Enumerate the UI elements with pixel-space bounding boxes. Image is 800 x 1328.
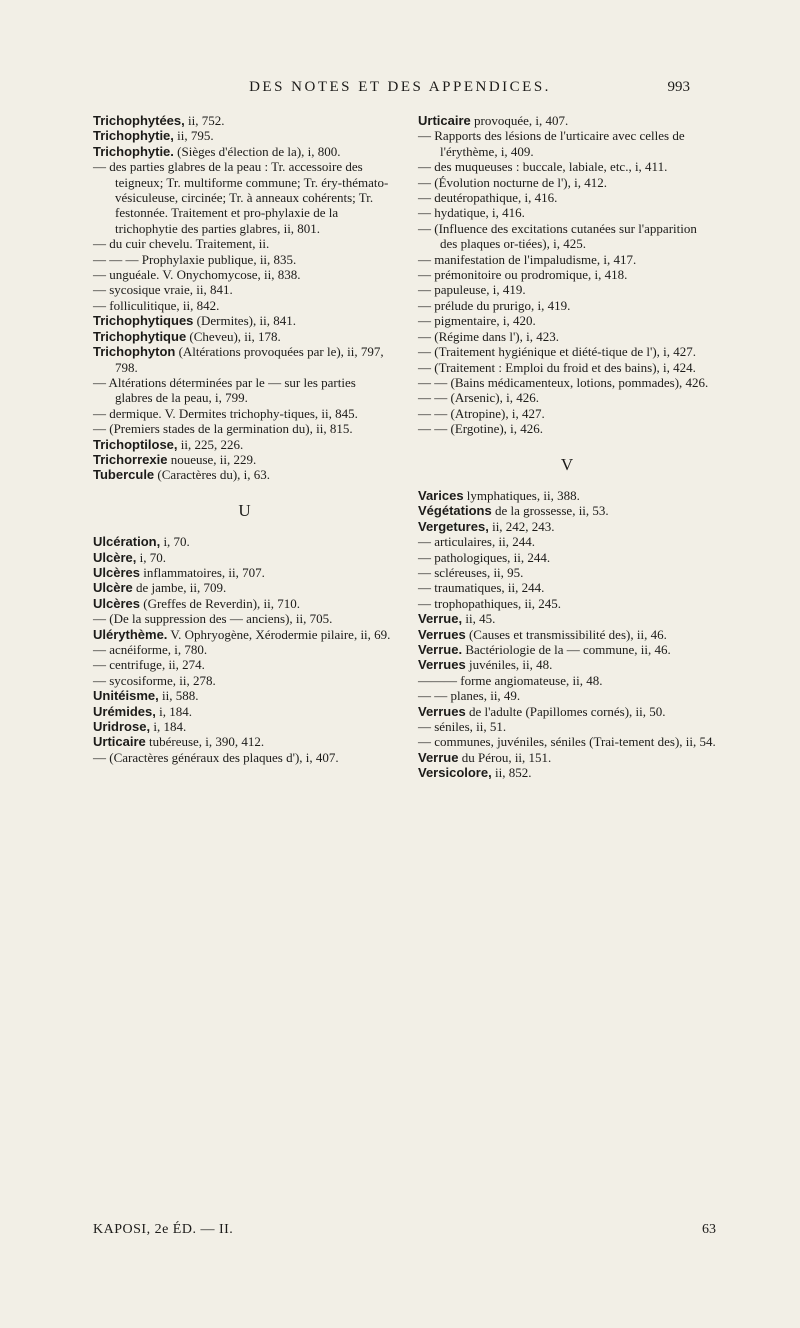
entry-text: — folliculitique, ii, 842. [93,297,220,313]
index-entry [93,688,396,703]
index-entry [418,657,716,672]
entry-headword: Unitéisme, [93,688,159,704]
entry-text: — prémonitoire ou prodromique, i, 418. [418,267,628,283]
entry-text: — prélude du prurigo, i, 419. [418,297,571,313]
index-entry [418,550,716,565]
entry-text: du Pérou, ii, 151. [458,749,552,765]
entry-headword: Verrue [418,749,459,765]
entry-text: V. Ophryogène, Xérodermie pilaire, ii, 69. [167,626,391,642]
entry-text: — deutéropathique, i, 416. [418,190,558,206]
entry-text: — Rapports des lésions de l'urticaire avec celles de l'érythème, i, 409. [418,128,685,159]
entry-text: ii, 588. [158,688,199,704]
entry-headword: Uridrose, [93,719,151,735]
entry-text: — sycosique vraie, ii, 841. [93,282,233,298]
index-entry [93,298,396,313]
entry-text: Bactériologie de la — commune, ii, 46. [462,642,671,657]
entry-headword: Versicolore, [418,765,492,781]
entry-headword: Ulérythème. [93,626,168,642]
running-header [0,79,800,101]
entry-text: i, 184. [155,703,192,719]
index-entry [418,421,716,436]
entry-text: — — (Atropine), i, 427. [418,405,545,421]
index-entry [418,580,716,595]
entry-headword: Trichophytie, [93,128,174,144]
entry-text: — (Traitement hygiénique et diété-tique de l'), i, 427. [418,344,697,360]
entry-text: ii, 795. [173,128,214,144]
entry-text: noueuse, ii, 229. [167,451,257,467]
entry-text: inflammatoires, ii, 707. [139,564,265,580]
index-entry [93,313,396,328]
entry-text: — dermique. V. Dermites trichophy-tiques, ii, 845. [93,405,358,421]
entry-text: tubéreuse, i, 390, 412. [145,734,265,750]
index-entry [418,252,716,267]
entry-headword: Trichophytées, [93,113,185,128]
index-entry [418,175,716,190]
entry-headword: Ulcères [93,564,140,580]
entry-headword: Verrue. [418,642,463,657]
index-entry [93,580,396,595]
entry-text: de l'adulte (Papillomes cornés), ii, 50. [465,703,666,719]
entry-headword: Vergetures, [418,518,489,534]
index-entry [418,488,716,503]
index-entry [418,627,716,642]
entry-text: — centrifuge, ii, 274. [93,657,205,673]
entry-text: de jambe, ii, 709. [132,580,227,596]
index-entry [93,236,396,251]
index-entry [93,329,396,344]
entry-text: ii, 752. [184,113,225,128]
entry-text: i, 70. [136,549,166,565]
entry-text: (Greffes de Reverdin), ii, 710. [139,595,301,611]
signature-mark: KAPOSI, 2e ÉD. — II. [93,1222,234,1237]
index-entry [418,298,716,313]
index-entry [418,503,716,518]
index-column-left [93,113,396,765]
entry-text: — (Traitement : Emploi du froid et des bains), i, 424. [418,359,696,375]
entry-headword: Trichoptilose, [93,436,178,452]
entry-text: ii, 225, 226. [177,436,244,452]
entry-text: — hydatique, i, 416. [418,205,525,221]
index-entry [418,642,716,657]
entry-headword: Trichophytie. [93,143,174,159]
entry-text: — (Caractères généraux des plaques d'), i, 407. [93,749,339,765]
index-entry [418,611,716,626]
entry-text: — — — Prophylaxie publique, ii, 835. [93,251,297,267]
index-entry [418,596,716,611]
index-entry [93,159,396,236]
index-entry [93,534,396,549]
entry-headword: Trichophytique [93,328,187,344]
index-entry [93,467,396,482]
index-entry [418,390,716,405]
index-entry [93,252,396,267]
index-entry [418,734,716,749]
index-entry [93,344,396,375]
index-entry [418,113,716,128]
entry-text: — (Premiers stades de la germination du), ii, 815. [93,421,353,437]
entry-headword: Urticaire [418,113,471,128]
entry-text: — trophopathiques, ii, 245. [418,595,561,611]
index-entry [418,673,716,688]
entry-text: (Causes et transmissibilité des), ii, 46. [465,626,667,642]
index-entry [418,565,716,580]
section-letter: U [238,500,251,520]
entry-headword: Trichophytiques [93,313,194,329]
index-entry [93,642,396,657]
entry-text: i, 184. [150,719,187,735]
index-entry [93,267,396,282]
entry-headword: Verrue, [418,611,463,627]
index-entry [418,765,716,780]
page-number: 993 [667,79,690,95]
entry-text: (Dermites), ii, 841. [193,313,296,329]
index-entry [93,375,396,406]
entry-text: — — planes, ii, 49. [418,688,521,704]
index-entry [418,282,716,297]
index-entry [418,534,716,549]
index-entry [418,704,716,719]
entry-text: lymphatiques, ii, 388. [463,487,580,503]
section-letter: V [560,454,574,474]
index-entry [418,360,716,375]
index-entry [93,565,396,580]
entry-headword: Verrues [418,703,466,719]
index-entry [93,596,396,611]
index-entry [93,750,396,765]
entry-text: (Sièges d'élection de la), i, 800. [173,143,341,159]
entry-text: provoquée, i, 407. [470,113,569,128]
index-column-right [418,113,716,781]
entry-text: (Cheveu), ii, 178. [186,328,281,344]
entry-headword: Végétations [418,503,492,519]
index-entry [93,113,396,128]
index-entry [93,406,396,421]
index-entry [93,282,396,297]
entry-text: — (Influence des excitations cutanées sur l'apparition des plaques or-tiées), i, 425. [418,220,697,252]
index-entry [418,205,716,220]
entry-text: — sycosiforme, ii, 278. [93,672,216,688]
entry-text: — traumatiques, ii, 244. [418,580,545,596]
index-entry [93,627,396,642]
entry-text: — unguéale. V. Onychomycose, ii, 838. [93,267,301,283]
index-entry [93,719,396,734]
entry-headword: Tubercule [93,467,155,483]
entry-text: (Caractères du), i, 63. [154,467,271,483]
index-entry [418,313,716,328]
entry-headword: Trichorrexie [93,451,168,467]
entry-text: de la grossesse, ii, 53. [491,503,609,519]
entry-text: — manifestation de l'impaludisme, i, 417. [418,251,637,267]
index-entry [93,452,396,467]
index-entry [418,329,716,344]
entry-headword: Ulcère, [93,549,137,565]
entry-text: ——— forme angiomateuse, ii, 48. [418,672,603,688]
index-entry [93,421,396,436]
entry-headword: Varices [418,487,464,503]
entry-text: — séniles, ii, 51. [418,719,507,735]
index-entry [418,128,716,159]
index-entry [93,611,396,626]
entry-text: — pathologiques, ii, 244. [418,549,551,565]
entry-text: — Altérations déterminées par le — sur les parties glabres de la peau, i, 799. [93,374,356,406]
entry-text: — — (Bains médicamenteux, lotions, pommades), 426. [418,374,709,390]
entry-text: — articulaires, ii, 244. [418,534,535,550]
index-entry [418,159,716,174]
index-entry [93,734,396,749]
signature-number: 63 [702,1222,716,1237]
entry-headword: Urémides, [93,703,156,719]
entry-headword: Trichophyton [93,344,176,360]
index-entry [93,128,396,143]
entry-text: — acnéiforme, i, 780. [93,642,208,657]
entry-headword: Ulcères [93,595,140,611]
index-entry [418,375,716,390]
index-entry [418,519,716,534]
entry-text: ii, 242, 243. [488,518,555,534]
index-entry [93,704,396,719]
header-title: DES NOTES ET DES APPENDICES. [249,79,551,95]
index-entry [418,190,716,205]
entry-text: — des parties glabres de la peau : Tr. accessoire des teigneux; Tr. multiforme commune; Tr. éry-thémato-vésiculeuse, circinée; Tr. à anneaux cohérents; Tr. festonnée. Traitement et pro-phylaxie de la trichophytie des parties glabres, ii, 801. [93,159,389,236]
entry-text: i, 70. [160,534,190,550]
index-entry [418,719,716,734]
entry-headword: Verrues [418,626,466,642]
index-entry [418,750,716,765]
entry-text: — pigmentaire, i, 420. [418,313,536,329]
index-entry [93,673,396,688]
entry-text: — (Régime dans l'), i, 423. [418,328,559,344]
entry-text: juvéniles, ii, 48. [465,657,553,673]
entry-text: — communes, juvéniles, séniles (Trai-tement des), ii, 54. [418,734,716,750]
entry-text: — des muqueuses : buccale, labiale, etc., i, 411. [418,159,668,175]
entry-text: — — (Ergotine), i, 426. [418,421,544,437]
index-entry [418,221,716,252]
index-entry [93,144,396,159]
entry-text: — papuleuse, i, 419. [418,282,526,298]
entry-text: — scléreuses, ii, 95. [418,564,524,580]
index-entry [418,688,716,703]
index-entry [93,437,396,452]
entry-text: — (De la suppression des — anciens), ii, 705. [93,611,333,627]
index-entry [93,550,396,565]
index-entry [418,406,716,421]
entry-headword: Ulcère [93,580,133,596]
entry-headword: Urticaire [93,734,146,750]
entry-headword: Verrues [418,657,466,673]
entry-text: — — (Arsenic), i, 426. [418,390,539,406]
entry-text: (Altérations provoquées par le), ii, 797, 798. [115,344,384,375]
entry-text: ii, 852. [491,765,532,781]
index-entry [418,267,716,282]
entry-text: ii, 45. [462,611,496,627]
entry-text: — (Évolution nocturne de l'), i, 412. [418,174,608,190]
entry-text: — du cuir chevelu. Traitement, ii. [93,236,270,252]
index-entry [418,344,716,359]
index-entry [93,657,396,672]
entry-headword: Ulcération, [93,534,161,550]
